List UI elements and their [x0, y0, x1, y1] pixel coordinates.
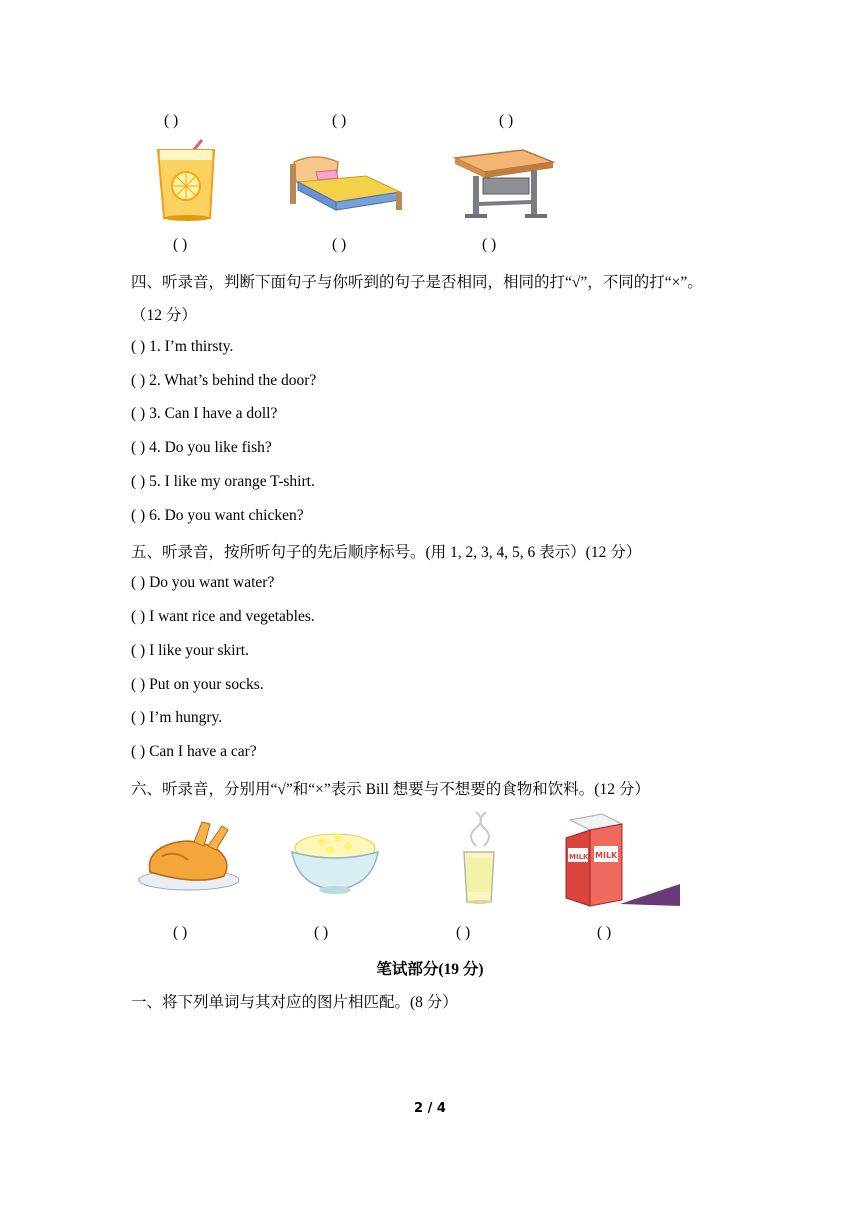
water-glass-image: [458, 810, 500, 908]
answer-paren-food-3: ( ): [456, 924, 471, 941]
answer-paren: ( ): [131, 405, 146, 422]
list-item: [131, 338, 233, 356]
section-4-heading: 四、听录音，判断下面句子与你听到的句子是否相同，相同的打“√”，不同的打“×”。: [131, 274, 703, 291]
answer-paren: ( ): [131, 372, 146, 389]
list-item: [131, 405, 277, 423]
sentence-text: I want rice and vegetables.: [149, 608, 315, 625]
answer-paren-food-4: ( ): [597, 924, 612, 941]
answer-paren-pic-2: ( ): [332, 236, 347, 253]
written-part-title: 笔试部分(19 分): [376, 961, 484, 978]
milk-label-left: MILK: [569, 853, 589, 861]
sentence-text: 2. What’s behind the door?: [149, 372, 317, 389]
answer-paren: ( ): [131, 507, 146, 524]
sentence-text: 4. Do you like fish?: [149, 439, 272, 456]
answer-paren: ( ): [131, 473, 146, 490]
sentence-text: 6. Do you want chicken?: [149, 507, 304, 524]
list-item: [131, 642, 249, 660]
milk-carton-image: [560, 810, 684, 910]
list-item: [131, 439, 272, 457]
bed-image: [286, 152, 404, 214]
list-item: [131, 372, 316, 390]
sentence-text: I’m hungry.: [149, 709, 223, 726]
list-item: [131, 473, 315, 491]
answer-paren-top-1: ( ): [164, 112, 179, 129]
answer-paren-top-2: ( ): [332, 112, 347, 129]
answer-paren: ( ): [131, 439, 146, 456]
sentence-text: Do you want water?: [149, 574, 275, 591]
answer-paren-top-3: ( ): [499, 112, 514, 129]
sentence-text: Put on your socks.: [149, 676, 264, 693]
answer-paren-food-2: ( ): [314, 924, 329, 941]
page-number: 2 / 4: [414, 1101, 446, 1116]
orange-juice-image: [152, 138, 222, 222]
answer-paren: ( ): [131, 338, 146, 355]
answer-paren: ( ): [131, 608, 146, 625]
answer-paren: ( ): [131, 642, 146, 659]
written-question-1: 一、将下列单词与其对应的图片相匹配。(8 分）: [131, 994, 458, 1011]
answer-paren-pic-3: ( ): [482, 236, 497, 253]
section-6-heading: 六、听录音，分别用“√”和“×”表示 Bill 想要与不想要的食物和饮料。(12 分）: [131, 781, 650, 798]
sentence-text: 1. I’m thirsty.: [149, 338, 234, 355]
list-item: [131, 709, 222, 727]
roast-chicken-image: [136, 816, 242, 894]
desk-image: [453, 148, 557, 222]
sentence-text: 5. I like my orange T-shirt.: [149, 473, 315, 490]
rice-bowl-image: [288, 824, 382, 896]
answer-paren-pic-1: ( ): [173, 236, 188, 253]
answer-paren: ( ): [131, 574, 146, 591]
list-item: [131, 507, 304, 525]
list-item: [131, 676, 264, 694]
sentence-text: I like your skirt.: [149, 642, 249, 659]
answer-paren: ( ): [131, 676, 146, 693]
section-5-heading: 五、听录音，按所听句子的先后顺序标号。(用 1, 2, 3, 4, 5, 6 表示）(12 分）: [131, 544, 642, 561]
answer-paren: ( ): [131, 709, 146, 726]
milk-label-right: MILK: [595, 851, 618, 860]
sentence-text: Can I have a car?: [149, 743, 257, 760]
list-item: [131, 574, 274, 592]
list-item: [131, 743, 257, 761]
list-item: [131, 608, 315, 626]
section-4-score: （12 分）: [131, 307, 197, 324]
sentence-text: 3. Can I have a doll?: [149, 405, 278, 422]
answer-paren: ( ): [131, 743, 146, 760]
answer-paren-food-1: ( ): [173, 924, 188, 941]
